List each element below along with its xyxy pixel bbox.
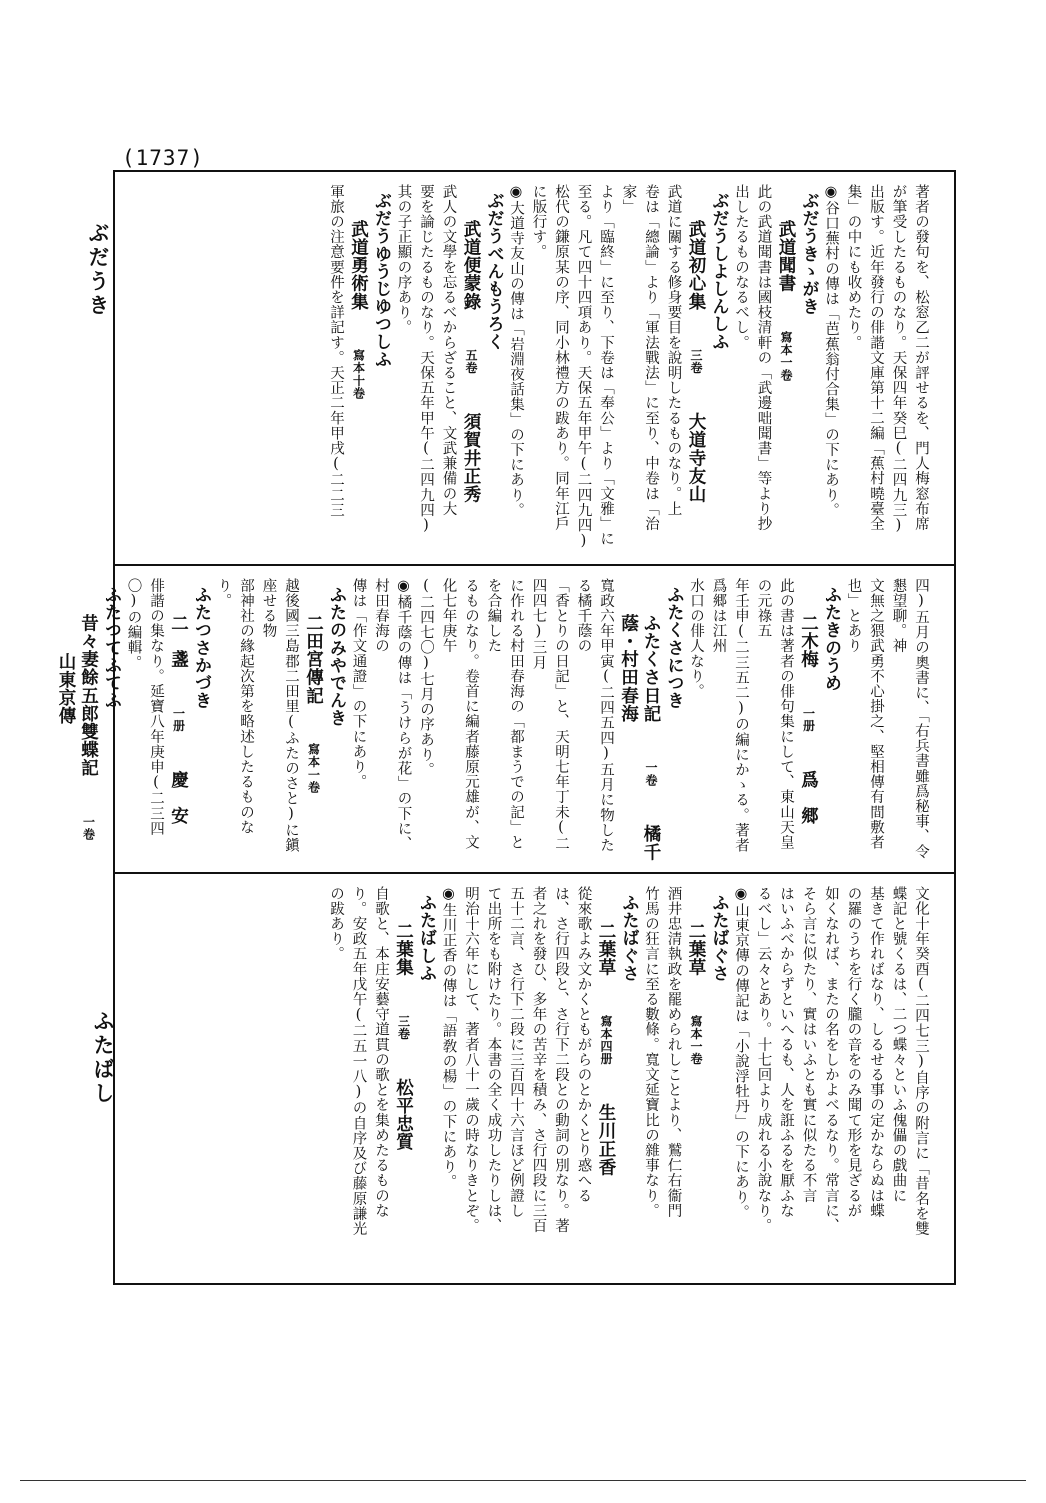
entry-title: 二 盞 [168, 614, 189, 669]
entry-author: 山東京傳 [56, 652, 76, 725]
text-column: 出版す。近年發行の俳諧文庫第十二編「蕉村曉臺全 [868, 184, 884, 532]
entry-author: 須賀井正秀 [461, 412, 481, 504]
entry-title: 昔々妻餘五郎雙蝶記 [78, 614, 99, 777]
entry-author: 爲 郷 [798, 770, 819, 825]
entry-title-column [347, 220, 370, 554]
text-column: 至る。凡て四十四項あり。天保五年甲午(二四九四) [575, 184, 592, 550]
text-column: 文化十年癸酉(二四七三)自序の附言に「昔名を雙 [913, 886, 929, 1237]
entry-title-column [685, 220, 708, 554]
entry-title-column [302, 614, 325, 864]
text-column: 卷は「總論」より「軍法戰法」に至り、中卷は「治家」 [620, 184, 659, 532]
text-column: は、さ行四段と、さ行下二段との動詞の別なり。著 [553, 886, 569, 1234]
text-column: に版行す。 [530, 184, 547, 260]
entry-volume: 寫本一卷 [689, 1014, 703, 1066]
text-column: より「臨終」に至り、下卷は「奉公」より「文雅」に [598, 184, 614, 547]
text-column: るものなり。卷首に編者藤原元雄が、文化七年庚午 [440, 578, 479, 850]
entry-title: 武道便蒙錄 [461, 220, 481, 311]
text-column: 軍旅の注意要件を詳記す。天正二年甲戌(二二三 [328, 184, 344, 518]
entry-volume: 寫本一卷 [306, 743, 321, 794]
footer-rule [20, 1480, 1026, 1481]
entry-title-column [167, 614, 190, 864]
band-top-columns [115, 172, 954, 564]
text-column: 從來歌よみ文かくともがらのとかくとり惑へる [575, 886, 592, 1204]
entry-title-column [797, 614, 820, 864]
entry-volume: 寫本十卷 [351, 349, 366, 400]
entry-volume: 三卷 [396, 1014, 411, 1041]
text-column: (二四七〇)七月の序あり。 [418, 578, 434, 778]
text-column: 者之れを發ひ、多年の苦辛を積み、さ行四段に三百 [530, 886, 547, 1234]
entry-title: 二木梅 [798, 614, 819, 669]
text-column: 如くなれば、またの名をしかよべるなり。常言に、 [823, 886, 839, 1234]
text-column: 俳諧の集なり。延寶八年庚申(二三四〇)の編輯。 [125, 578, 164, 837]
text-column: 蝶記と號くるは、二つ蝶々といふ傀儡の戲曲に [890, 886, 907, 1204]
entry-author: 松平忠質 [393, 1078, 414, 1151]
text-column: 基きて作ればなり、しるせる事の定かならぬは蝶 [868, 886, 884, 1219]
band-bottom-columns [115, 874, 954, 1285]
text-column: 部神社の緣起次第を略述したるものなり。 [215, 578, 254, 835]
text-column: に作れる村田春海の「都まうでの記」とを合編した [485, 578, 524, 850]
text-column: 文無之猥武勇不心掛之、堅相傳有間敷者也」とあり [845, 578, 884, 850]
entry-title: 二葉草 [596, 922, 616, 977]
entry-volume: 三卷 [689, 349, 703, 375]
entry-reading-heading: ぶだうしよしんしふ [708, 192, 729, 351]
text-column: 明治十六年にして、著者八十一歲の時なりきとぞ。 [463, 886, 479, 1234]
text-column: 五十二言、さ行下二段に三百四十六言ほど例證し [508, 886, 524, 1219]
text-column: り。安政五年戊午(二五一八)の自序及び藤原謙光 [350, 886, 367, 1237]
entry-title: 二葉集 [393, 922, 414, 977]
entry-author: 生川正香 [596, 1103, 616, 1177]
text-column: 「香とりの日記」と、天明七年丁未(二四四七)三月 [530, 578, 569, 852]
entry-reading-heading: ふたばしふ [416, 894, 436, 982]
text-column: るべし」云々とあり。十七回より成れる小說なり。 [755, 886, 772, 1234]
page-frame [56, 170, 956, 1285]
entry-volume: 寫本一卷 [779, 330, 793, 382]
entry-volume: 寫本四册 [599, 1014, 613, 1066]
entry-title: 二葉草 [686, 922, 706, 977]
entry-reading-heading: ふたばぐさ [618, 894, 639, 982]
margin-label-budouki: ぶだうき [86, 222, 111, 318]
text-column: が筆受したるものなり。天保四年癸巳(二四九三) [890, 184, 907, 535]
text-column: ◉山東京傳の傳記は「小說浮牡丹」の下にあり。 [733, 886, 749, 1220]
text-column: 著者の發句を、松窓乙二が評せるを、門人梅窓布席 [913, 184, 929, 532]
entry-volume: 一卷 [81, 815, 96, 841]
entry-title-column [617, 614, 662, 864]
entry-volume: 一卷 [644, 761, 658, 787]
entry-title-column [55, 614, 100, 864]
entry-reading-heading: ぶだうべんもうろく [483, 192, 504, 351]
entry-volume: 一册 [171, 706, 186, 733]
text-column: て出所をも附けたり。本書の全く成功したりしは、 [485, 886, 502, 1234]
text-column: はいふべからずといへるも、人を誑ふるを厭ふな [778, 886, 794, 1219]
entry-title: 二田宮傳記 [303, 614, 324, 705]
entry-volume: 一册 [801, 706, 816, 733]
text-column: 松代の鎌原某の序、同小林禮方の跋あり。同年江戶 [553, 184, 569, 532]
text-column: ◉生川正香の傳は「語敎の楊」の下にあり。 [440, 886, 457, 1190]
entry-reading-heading: ふたつてふてふ [101, 586, 121, 710]
entry-author: 大道寺友山 [686, 412, 706, 504]
text-column: 此の書は著者の俳句集にして、東山天皇の元祿五 [755, 578, 794, 850]
text-column: の跋あり。 [328, 886, 344, 962]
text-column: そら言に似たり、實はいふとも實に似たる不言 [800, 886, 817, 1204]
entry-reading-heading: ふたつさかづき [191, 586, 211, 710]
margin-label-futabashi: ふたばし [91, 1010, 116, 1106]
entry-title: ふたくさ日記 [641, 614, 661, 723]
entry-reading-heading: ふたきのうめ [821, 586, 841, 692]
entry-volume: 五卷 [464, 349, 478, 375]
text-column: 武道に關する修身要目を說明したるものなり。上 [665, 184, 682, 517]
text-column: 傳は「作文通證」の下にあり。 [350, 578, 367, 790]
entry-title-column [460, 220, 483, 554]
text-column: 越後國三島郡二田里(ふたのさと)に鎭座せる物 [260, 578, 299, 853]
entry-title: 武道初心集 [686, 220, 706, 311]
text-column: ◉大道寺友山の傳は「岩淵夜話集」の下にあり。 [508, 184, 524, 518]
entry-author: 慶 安 [168, 770, 189, 825]
entry-reading-heading: ふたくさにつき [663, 586, 684, 710]
entry-reading-heading: ぶだうきゝがき [798, 192, 819, 316]
entry-title-column [685, 922, 708, 1275]
entry-title-column [595, 922, 618, 1275]
entry-title: 武道勇術集 [348, 220, 369, 311]
text-column: 酒井忠清執政を罷められしことより、鷲仁右衞門 [665, 886, 682, 1219]
text-column: ◉谷口蕪村の傳は「芭蕉翁付合集」の下にあり。 [823, 184, 839, 518]
text-column: 要を論じたるものなり。天保五年甲午(二四九四) [418, 184, 434, 535]
entry-reading-heading: ぶだうゆうじゆつしふ [371, 192, 391, 368]
text-band-bottom [115, 872, 954, 1285]
entry-reading-heading: ふたばぐさ [708, 894, 729, 982]
text-column: 自歌と、本庄安藝守道貫の歌とを集めたるものな [373, 886, 389, 1219]
band-middle-columns [56, 566, 954, 874]
text-column: 年壬申(二三五二)の編にかゝる。著者爲郷は江州 [710, 578, 749, 853]
text-column: 集」の中にも收めたり。 [845, 184, 862, 351]
text-column: 出したるものなるべし。 [733, 184, 749, 351]
entry-title-column [392, 922, 415, 1275]
text-column: 此の武道聞書は國枝清軒の「武邊咄聞書」等より抄 [755, 184, 772, 532]
text-column: 竹馬の狂言に至る數條。寬文延寶比の雜事なり。 [643, 886, 659, 1219]
text-band-middle [56, 564, 954, 874]
entry-author: 橘千蔭・村田春海 [618, 614, 661, 862]
text-column: ◉橘千蔭の傳は「うけらが花」の下に、村田春海の [373, 578, 412, 852]
text-column: 四)五月の奧書に、「右兵書雖爲秘事、令懇望聊。神 [890, 578, 929, 860]
text-column: 其の子正顯の序あり。 [395, 184, 412, 335]
text-band-top [115, 172, 954, 564]
entry-title-column [775, 220, 798, 554]
text-column: 武人の文學を忘るべからざること、文武兼備の大 [440, 184, 457, 517]
text-column: の羅のうちを行く朧の音をのみ聞て形を見ざるが [845, 886, 862, 1219]
text-column: 水口の俳人なり。 [688, 578, 704, 699]
page-number: (1737) [122, 146, 204, 170]
entry-reading-heading: ふたのみやでんき [326, 586, 346, 727]
text-column: 寬政六年甲寅(二四五四)五月に物したる橘千蔭の [575, 578, 614, 853]
entry-title: 武道聞書 [776, 220, 796, 293]
